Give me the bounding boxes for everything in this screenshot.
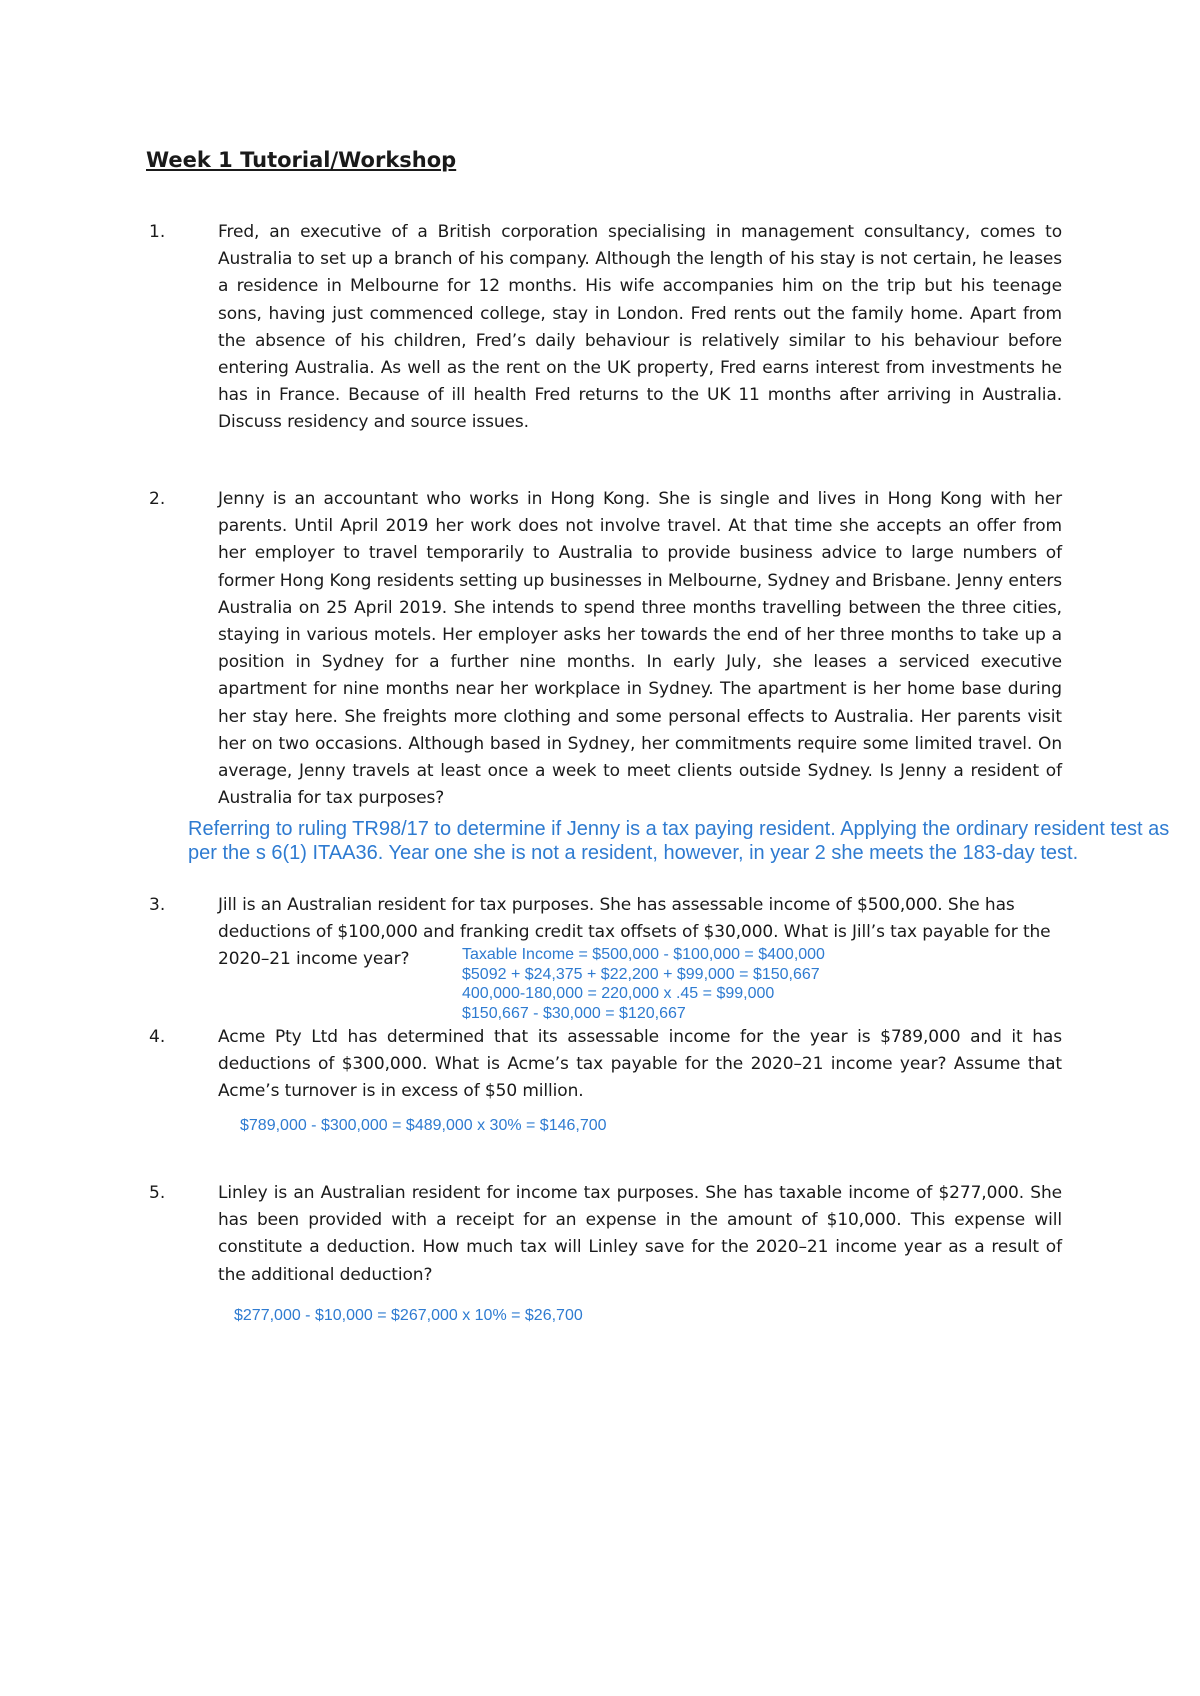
answer-question-2: Referring to ruling TR98/17 to determine if Jenny is a tax paying resident. Applying the ordinary resident test as per the s 6(1) ITAA36. Year one she is not a resident, however, in year 2 she meets the 183-day test.: [188, 818, 1170, 864]
question-text: Acme Pty Ltd has determined that its assessable income for the year is $789,000 and it has deductions of $300,000. What is Acme’s tax payable for the 2020–21 income year? Assume that Acme’s turnover is in excess of $50 million.: [218, 1027, 1062, 1102]
question-text: Fred, an executive of a British corporation specialising in management consultancy, comes to Australia to set up a branch of his company. Although the length of his stay is not certain, he leases a residence in Melbourne for 12 months. His wife accompanies him on the trip but his teenage sons, having just commenced college, stay in London. Fred rents out the family home. Apart from the absence of his children, Fred’s daily behaviour is relatively similar to his behaviour before entering Australia. As well as the rent on the UK property, Fred earns interest from investments he has in France. Because of ill health Fred returns to the UK 11 months after arriving in Australia. Discuss residency and source issues.: [218, 222, 1062, 433]
question-5: [149, 1180, 1062, 1289]
answer-line: $5092 + $24,375 + $22,200 + $99,000 = $150,667: [462, 965, 820, 983]
question-2: [149, 486, 1062, 812]
question-number: 2.: [149, 489, 166, 509]
question-number: 5.: [149, 1183, 166, 1203]
answer-line: 400,000-180,000 = 220,000 x .45 = $99,000: [462, 985, 775, 1002]
answer-question-3: [462, 945, 825, 1023]
answer-line: Taxable Income = $500,000 - $100,000 = $400,000: [462, 946, 825, 963]
answer-line: $150,667 - $30,000 = $120,667: [462, 1004, 686, 1022]
question-number: 1.: [149, 222, 166, 242]
question-text: Jill is an Australian resident for tax purposes. She has assessable income of $500,000. She has deductions of $100,000 and franking credit tax offsets of $30,000. What is Jill’s tax payable for the 2020–21 income year?: [218, 895, 1051, 970]
answer-question-5: $277,000 - $10,000 = $267,000 x 10% = $26,700: [234, 1307, 583, 1324]
page-title: Week 1 Tutorial/Workshop: [146, 148, 457, 172]
answer-question-4: $789,000 - $300,000 = $489,000 x 30% = $146,700: [240, 1117, 607, 1134]
question-text: Jenny is an accountant who works in Hong Kong. She is single and lives in Hong Kong with her parents. Until April 2019 her work does not involve travel. At that time she accepts an offer from her employer to travel temporarily to Australia to provide business advice to large numbers of former Hong Kong residents setting up businesses in Melbourne, Sydney and Brisbane. Jenny enters Australia on 25 April 2019. She intends to spend three months travelling between the three cities, staying in various motels. Her employer asks her towards the end of her three months to take up a position in Sydney for a further nine months. In early July, she leases a serviced executive apartment for nine months near her workplace in Sydney. The apartment is her home base during her stay here. She freights more clothing and some personal effects to Australia. Her parents visit her on two occasions. Although based in Sydney, her commitments require some limited travel. On average, Jenny travels at least once a week to meet clients outside Sydney. Is Jenny a resident of Australia for tax purposes?: [218, 489, 1062, 809]
question-number: 3.: [149, 895, 166, 915]
question-text: Linley is an Australian resident for income tax purposes. She has taxable income of $277,000. She has been provided with a receipt for an expense in the amount of $10,000. This expense will constitute a deduction. How much tax will Linley save for the 2020–21 income year as a result of the additional deduction?: [218, 1183, 1062, 1285]
question-number: 4.: [149, 1027, 166, 1047]
question-1: [149, 219, 1062, 437]
question-4: [149, 1024, 1062, 1106]
